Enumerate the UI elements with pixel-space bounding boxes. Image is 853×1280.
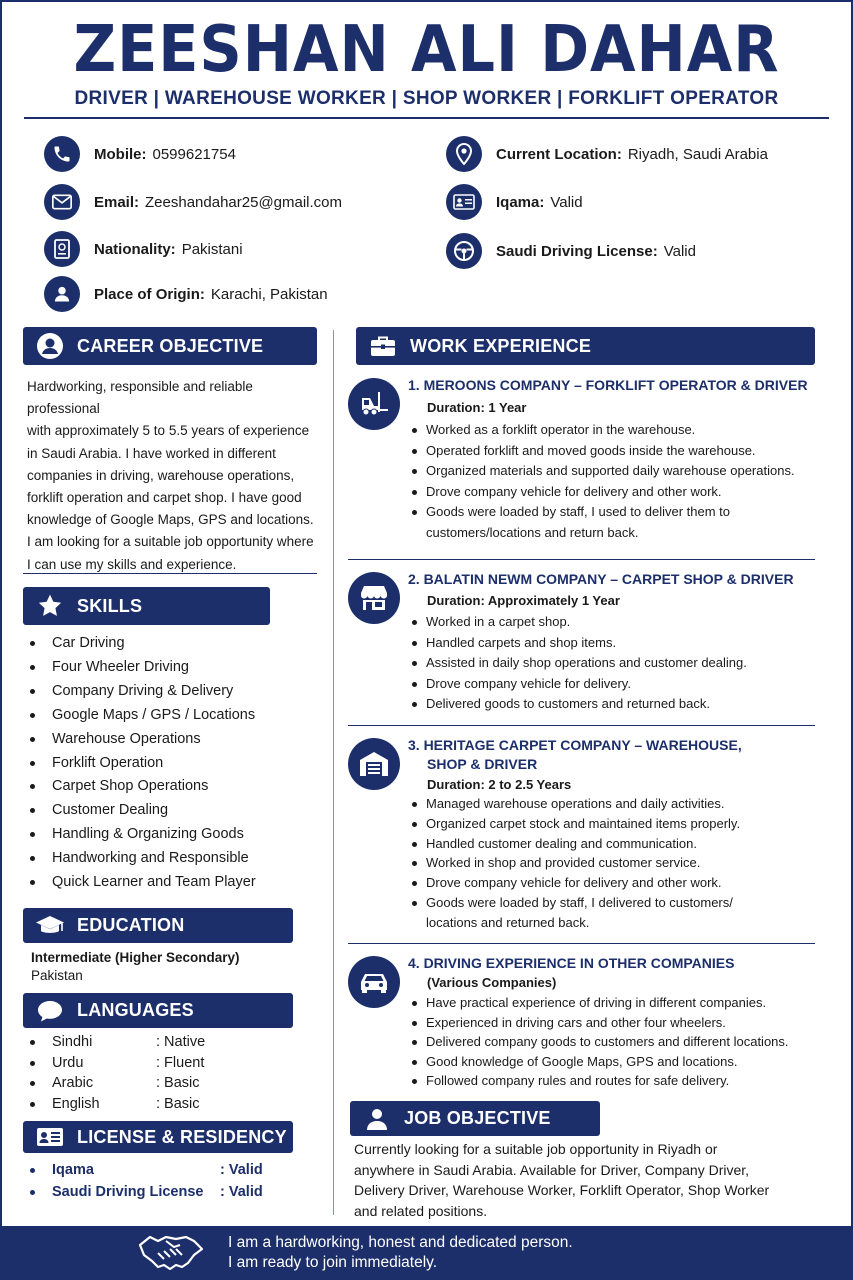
license-value: Valid (663, 242, 696, 260)
list-item: Goods were loaded by staff, I delivered to customers/ (408, 893, 828, 913)
list-item: Operated forklift and moved goods inside the warehouse. (408, 441, 828, 462)
list-item: Have practical experience of driving in different companies. (408, 993, 828, 1013)
education-header (23, 908, 293, 943)
list-item (22, 1181, 263, 1203)
contact-location (446, 136, 768, 172)
job-bullets (408, 420, 828, 544)
language-name: English (52, 1095, 100, 1112)
career-objective-text (27, 376, 327, 576)
list-item: Delivered goods to customers and returned back. (408, 694, 828, 715)
career-line: Hardworking, responsible and reliable professional (27, 379, 253, 417)
job-bullets (408, 612, 828, 715)
language-level: : Native (156, 1034, 206, 1050)
list-item: Experienced in driving cars and other four wheelers. (408, 1013, 828, 1033)
contact-email (44, 184, 342, 220)
languages-header (23, 993, 293, 1028)
career-objective-header (23, 327, 317, 365)
nationality-value: Pakistani (181, 240, 243, 258)
license-label: Saudi Driving License: (496, 242, 658, 260)
career-line: I am looking for a suitable job opportunity where (27, 534, 314, 550)
passport-icon (44, 231, 80, 267)
license-name: Iqama (52, 1162, 94, 1178)
location-pin-icon (446, 136, 482, 172)
work-experience-title: WORK EXPERIENCE (410, 335, 592, 356)
list-item: Organized materials and supported daily warehouse operations. (408, 461, 828, 482)
list-item (22, 1094, 205, 1115)
list-item: Handled carpets and shop items. (408, 633, 828, 654)
job-bullets (408, 794, 828, 933)
star-icon (35, 591, 65, 621)
skills-list (22, 632, 322, 895)
email-label: Email: (94, 193, 140, 211)
contact-origin (44, 276, 328, 312)
list-item (22, 1073, 205, 1094)
skills-header (23, 587, 270, 625)
list-item: Followed company rules and routes for safe delivery. (408, 1071, 828, 1091)
career-line: forklift operation and carpet shop. I have good (27, 490, 302, 506)
section-divider (23, 573, 317, 574)
mobile-value: 0599621754 (152, 145, 236, 163)
job-duration: Duration: 1 Year (427, 400, 527, 415)
job-titles: DRIVER | WAREHOUSE WORKER | SHOP WORKER | FORKLIFT OPERATOR (74, 88, 779, 109)
list-item: Worked as a forklift operator in the warehouse. (408, 420, 828, 441)
skills-title: SKILLS (77, 595, 143, 616)
job-divider (348, 559, 815, 560)
footer-banner (0, 1226, 853, 1280)
job-duration: (Various Companies) (427, 975, 557, 990)
id-card-icon (446, 184, 482, 220)
license-value: : Valid (220, 1162, 263, 1178)
location-label: Current Location: (496, 145, 622, 163)
list-item: Good knowledge of Google Maps, GPS and locations. (408, 1052, 828, 1072)
graduation-cap-icon (35, 911, 65, 941)
job-divider (348, 725, 815, 726)
languages-title: LANGUAGES (77, 1000, 194, 1020)
person-icon (362, 1104, 392, 1134)
list-item: customers/locations and return back. (426, 524, 639, 540)
steering-wheel-icon (446, 233, 482, 269)
list-item: Handworking and Responsible (22, 847, 322, 871)
profile-icon (35, 331, 65, 361)
iqama-label: Iqama: (496, 193, 545, 211)
job-entry-3 (348, 736, 818, 936)
iqama-value: Valid (550, 193, 583, 211)
language-name: Sindhi (52, 1034, 93, 1050)
list-item: Google Maps / GPS / Locations (22, 704, 322, 728)
contact-iqama (446, 184, 583, 220)
job-objective-header (350, 1101, 600, 1136)
career-line: in Saudi Arabia. I have worked in different (27, 445, 276, 461)
job-title: 1. MEROONS COMPANY – FORKLIFT OPERATOR & DRIVER (408, 377, 808, 393)
career-objective-title: CAREER OBJECTIVE (77, 335, 264, 356)
warehouse-icon (348, 738, 400, 790)
job-divider (348, 943, 815, 944)
license-residency-title: LICENSE & RESIDENCY (77, 1126, 287, 1147)
job-objective-line: and related positions. (354, 1202, 488, 1219)
job-objective-line: Currently looking for a suitable job opportunity in Riyadh or (354, 1141, 718, 1157)
shop-icon (348, 572, 400, 624)
id-card-icon (35, 1122, 65, 1152)
list-item: locations and returned back. (426, 914, 590, 930)
footer-text (228, 1233, 573, 1273)
list-item (22, 1032, 205, 1053)
list-item: Handled customer dealing and communication. (408, 834, 828, 854)
list-item: Drove company vehicle for delivery and other work. (408, 482, 828, 503)
origin-value: Karachi, Pakistan (210, 285, 328, 303)
education-degree: Intermediate (Higher Secondary) (31, 950, 240, 965)
speech-bubble-icon (35, 996, 65, 1026)
job-objective-line: anywhere in Saudi Arabia. Available for Driver, Company Driver, (354, 1161, 750, 1178)
license-residency-header (23, 1121, 293, 1153)
forklift-icon (348, 378, 400, 430)
list-item: Goods were loaded by staff, I used to deliver them to (408, 502, 828, 523)
person-icon (44, 276, 80, 312)
list-item: Handling & Organizing Goods (22, 823, 322, 847)
contact-mobile (44, 136, 236, 172)
education-title: EDUCATION (77, 915, 185, 935)
contact-nationality (44, 231, 243, 267)
list-item: Drove company vehicle for delivery. (408, 674, 828, 695)
header-divider (24, 117, 829, 119)
license-name: Saudi Driving License (52, 1184, 204, 1200)
job-objective-text (354, 1139, 814, 1221)
language-name: Urdu (52, 1054, 84, 1071)
career-line: I can use my skills and experience. (27, 556, 237, 572)
job-objective-title: JOB OBJECTIVE (404, 1108, 551, 1128)
language-level: : Basic (156, 1095, 200, 1112)
list-item: Company Driving & Delivery (22, 680, 322, 704)
car-icon (348, 956, 400, 1008)
nationality-label: Nationality: (94, 240, 176, 258)
handshake-icon (138, 1231, 204, 1275)
education-country: Pakistan (31, 968, 83, 983)
list-item: Worked in a carpet shop. (408, 612, 828, 633)
list-item: Drove company vehicle for delivery and other work. (408, 873, 828, 893)
job-title-continued: SHOP & DRIVER (427, 756, 538, 772)
list-item (22, 1053, 205, 1074)
list-item: Organized carpet stock and maintained items properly. (408, 814, 828, 834)
languages-list (22, 1032, 205, 1114)
list-item: Customer Dealing (22, 799, 322, 823)
career-line: companies in driving, warehouse operations, (27, 467, 295, 483)
job-duration: Duration: Approximately 1 Year (427, 593, 620, 608)
work-experience-header (356, 327, 815, 365)
job-title: 3. HERITAGE CARPET COMPANY – WAREHOUSE, (408, 737, 742, 753)
list-item: Carpet Shop Operations (22, 775, 322, 799)
job-bullets (408, 993, 828, 1091)
license-residency-list (22, 1159, 263, 1203)
career-line: knowledge of Google Maps, GPS and locations. (27, 512, 314, 528)
job-entry-4 (348, 954, 818, 1094)
job-duration: Duration: 2 to 2.5 Years (427, 777, 572, 792)
list-item: Forklift Operation (22, 752, 322, 776)
license-value: : Valid (220, 1184, 263, 1200)
phone-icon (44, 136, 80, 172)
envelope-icon (44, 184, 80, 220)
language-level: : Basic (156, 1075, 200, 1091)
mobile-label: Mobile: (94, 145, 147, 163)
list-item: Worked in shop and provided customer service. (408, 853, 828, 873)
contact-driving-license (446, 233, 696, 269)
language-name: Arabic (52, 1075, 94, 1091)
list-item (22, 1159, 263, 1181)
list-item: Car Driving (22, 632, 322, 656)
email-value: Zeeshandahar25@gmail.com (145, 193, 343, 211)
list-item: Quick Learner and Team Player (22, 871, 322, 895)
list-item: Managed warehouse operations and daily activities. (408, 794, 828, 814)
career-line: with approximately 5 to 5.5 years of experience (27, 423, 310, 439)
job-entry-1 (348, 376, 818, 556)
location-value: Riyadh, Saudi Arabia (627, 145, 768, 163)
list-item: Four Wheeler Driving (22, 656, 322, 680)
footer-line-1: I am a hardworking, honest and dedicated person. (228, 1234, 573, 1251)
job-title: 4. DRIVING EXPERIENCE IN OTHER COMPANIES (408, 955, 735, 971)
list-item: Assisted in daily shop operations and customer dealing. (408, 653, 828, 674)
list-item: Delivered company goods to customers and different locations. (408, 1032, 828, 1052)
job-objective-line: Delivery Driver, Warehouse Worker, Forklift Operator, Shop Worker (354, 1182, 770, 1199)
job-entry-2 (348, 570, 818, 720)
footer-line-2: I am ready to join immediately. (228, 1254, 438, 1271)
column-divider (333, 330, 334, 1215)
education-entry (31, 949, 240, 985)
language-level: : Fluent (156, 1054, 205, 1071)
origin-label: Place of Origin: (94, 285, 205, 303)
candidate-name: ZEESHAN ALI DAHAR (73, 13, 780, 87)
briefcase-icon (368, 331, 398, 361)
job-title: 2. BALATIN NEWM COMPANY – CARPET SHOP & DRIVER (408, 571, 794, 587)
list-item: Warehouse Operations (22, 728, 322, 752)
